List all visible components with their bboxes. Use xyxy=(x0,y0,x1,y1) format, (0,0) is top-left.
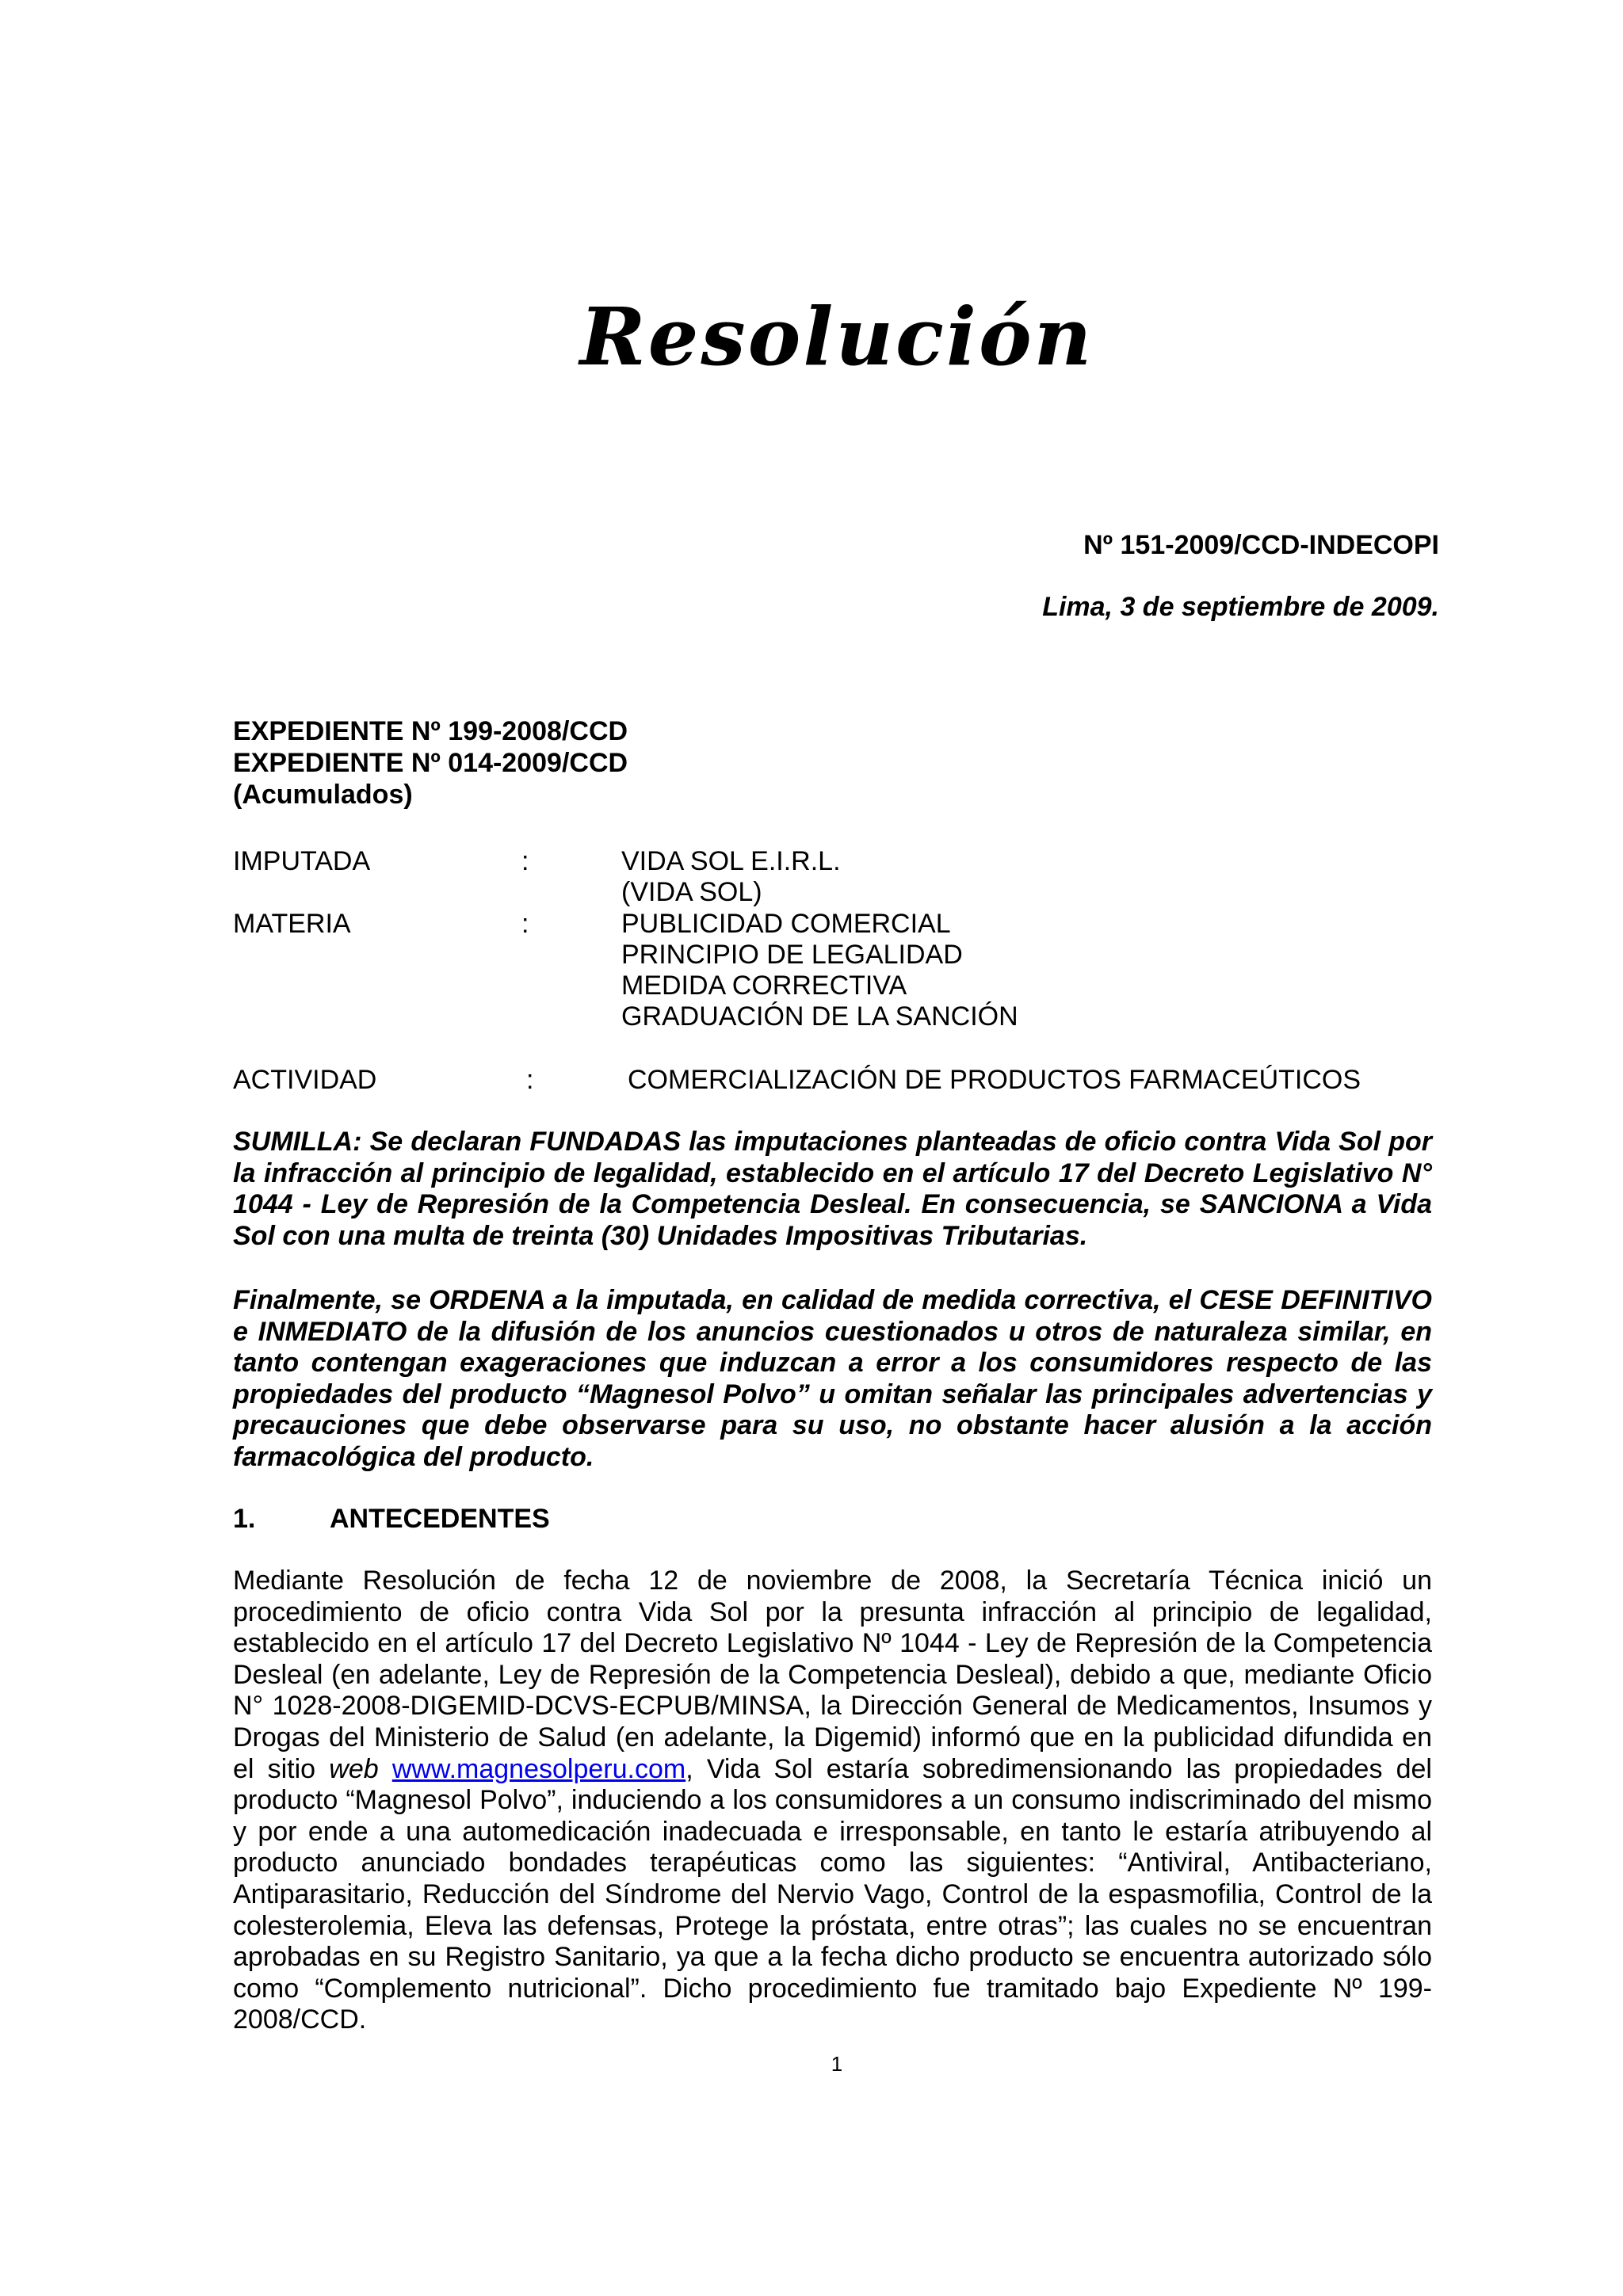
sumilla-paragraph: SUMILLA: Se declaran FUNDADAS las imputaciones planteadas de oficio contra Vida Sol por la infracción al principio de legalidad, establecido en el artículo 17 del Decreto Legislativo N° 1044 - Ley de Represión de la Competencia Desleal. En consecuencia, se SANCIONA a Vida Sol con una multa de treinta (30) Unidades Impositivas Tributarias. xyxy=(233,1127,1432,1251)
expediente-note: (Acumulados) xyxy=(233,780,413,810)
website-link[interactable]: www.magnesolperu.com xyxy=(391,1753,686,1784)
actividad-value: COMERCIALIZACIÓN DE PRODUCTOS FARMACEÚTICOS xyxy=(628,1065,1361,1095)
expediente-line: EXPEDIENTE Nº 014-2009/CCD xyxy=(233,748,628,778)
materia-colon: : xyxy=(521,909,529,939)
materia-value: GRADUACIÓN DE LA SANCIÓN xyxy=(621,1001,1018,1032)
materia-label: MATERIA xyxy=(233,909,351,939)
expediente-line: EXPEDIENTE Nº 199-2008/CCD xyxy=(233,716,628,746)
section-title: ANTECEDENTES xyxy=(330,1504,550,1534)
imputada-colon: : xyxy=(521,846,529,876)
resolution-date: Lima, 3 de septiembre de 2009. xyxy=(1042,592,1439,622)
materia-value: PRINCIPIO DE LEGALIDAD xyxy=(621,940,963,970)
imputada-value: (VIDA SOL) xyxy=(621,877,762,907)
actividad-label: ACTIVIDAD xyxy=(233,1065,377,1095)
actividad-colon: : xyxy=(526,1065,534,1095)
section-number: 1. xyxy=(233,1504,256,1534)
imputada-label: IMPUTADA xyxy=(233,846,371,876)
resolution-number: Nº 151-2009/CCD-INDECOPI xyxy=(1083,530,1439,560)
imputada-value: VIDA SOL E.I.R.L. xyxy=(621,846,841,876)
italic-term: web xyxy=(329,1753,379,1784)
expedientes-block xyxy=(233,715,1025,810)
page-number: 1 xyxy=(831,2052,843,2076)
paragraph-text: , Vida Sol estaría sobredimensionando las propiedades del producto “Magnesol Polvo”, induciendo a los consumidores a un consumo indiscriminado del mismo y por ende a una automedicación inadecuada e irresponsable, en tanto le estaría atribuyendo al producto anunciado bondades terapéuticas como las siguientes: “Antiviral, Antibacteriano, Antiparasitario, Reducción del Síndrome del Nervio Vago, Control de la espasmofilia, Control de la colesterolemia, Eleva las defensas, Protege la próstata, entre otras”; las cuales no se encuentran aprobadas en su Registro Sanitario, ya que a la fecha dicho producto se encuentra autorizado sólo como “Complemento nutricional”. Dicho procedimiento fue tramitado bajo Expediente Nº 199-2008/CCD. xyxy=(233,1753,1432,2035)
paragraph-text: Mediante Resolución de fecha 12 de noviembre de 2008, la Secretaría Técnica inició un procedimiento de oficio contra Vida Sol por la presunta infracción al principio de legalidad, establecido en el artículo 17 del Decreto Legislativo Nº 1044 - Ley de Represión de la Competencia Desleal (en adelante, Ley de Represión de la Competencia Desleal), debido a que, mediante Oficio N° 1028-2008-DIGEMID-DCVS-ECPUB/MINSA, la Dirección General de Medicamentos, Insumos y Drogas del Ministerio de Salud (en adelante, la Digemid) informó que en la publicidad difundida en el sitio xyxy=(233,1566,1432,1784)
body-paragraph xyxy=(233,1566,1432,2036)
document-title: Resolución xyxy=(579,290,1094,383)
materia-value: MEDIDA CORRECTIVA xyxy=(621,971,907,1001)
sumilla-order-paragraph: Finalmente, se ORDENA a la imputada, en calidad de medida correctiva, el CESE DEFINITIVO e INMEDIATO de la difusión de los anuncios cuestionados u otros de naturaleza similar, en tanto contengan exageraciones que induzcan a error a los consumidores respecto de las propiedades del producto “Magnesol Polvo” u omitan señalar las principales advertencias y precauciones que debe observarse para su uso, no obstante hacer alusión a la acción farmacológica del producto. xyxy=(233,1285,1432,1472)
materia-value: PUBLICIDAD COMERCIAL xyxy=(621,909,951,939)
